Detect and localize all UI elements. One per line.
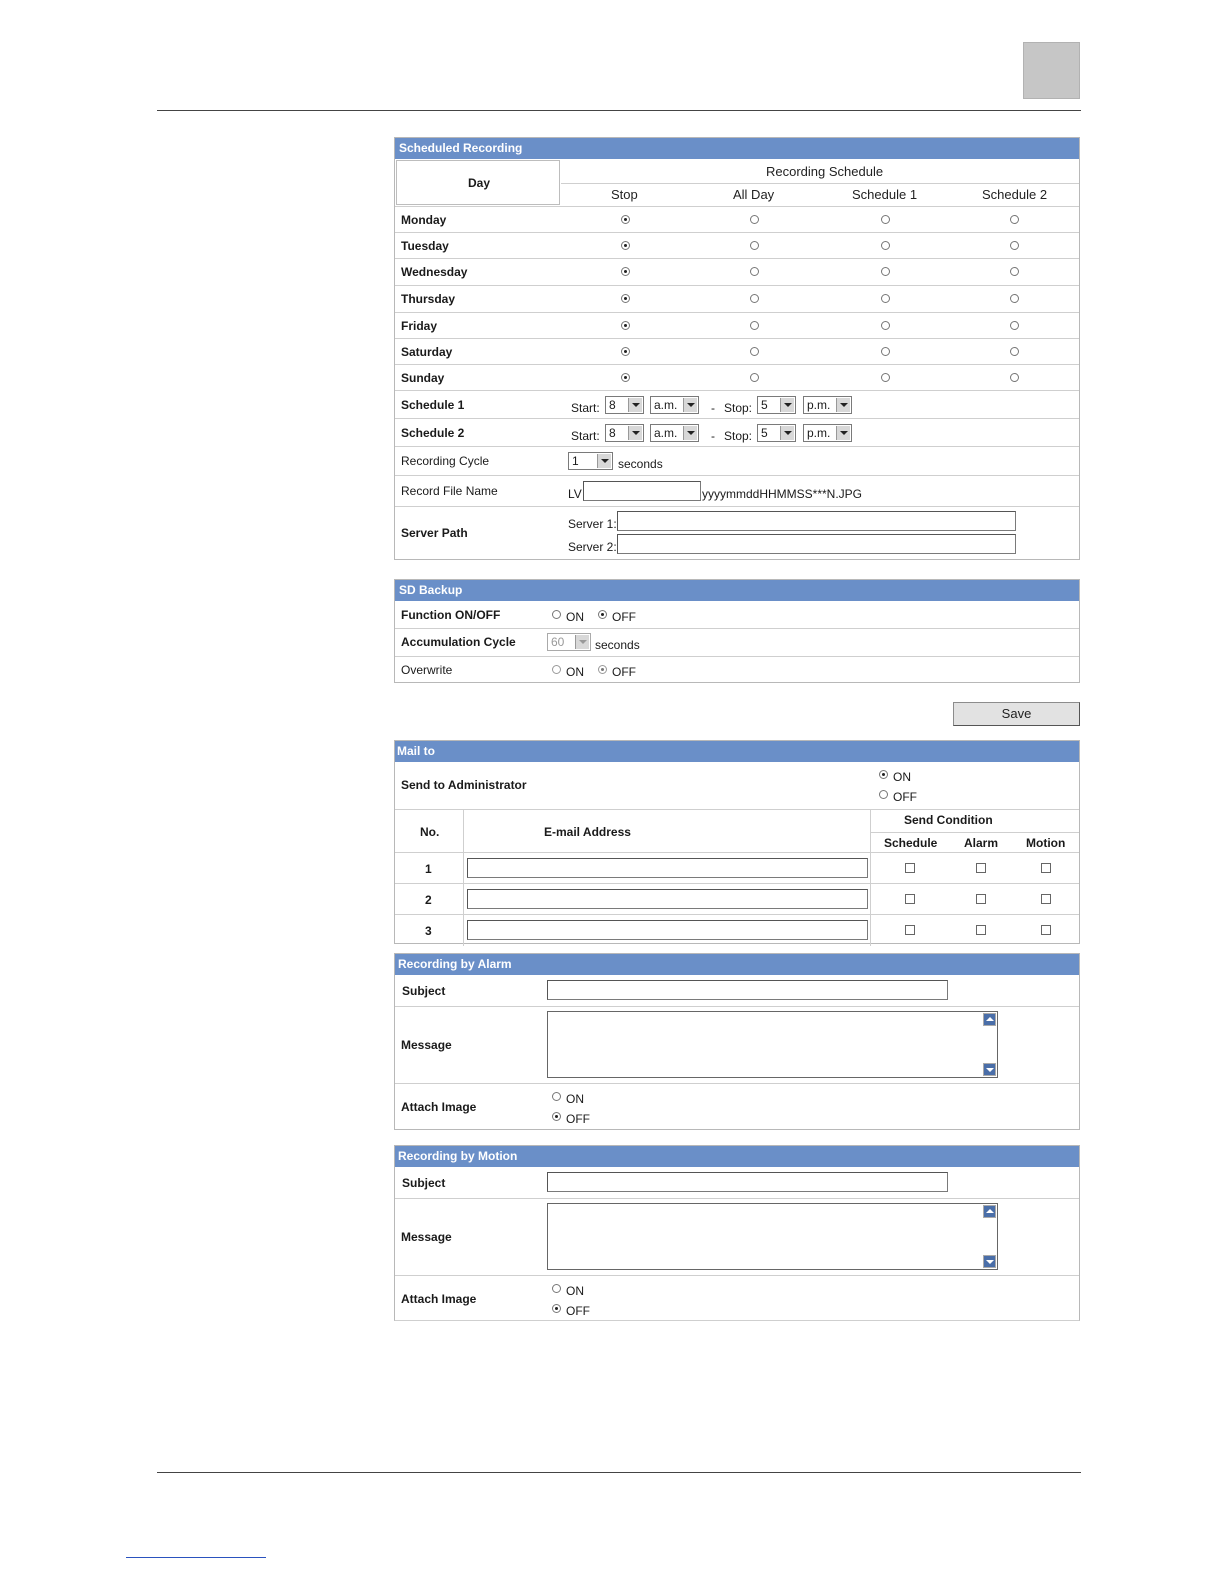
send-condition-motion-checkbox[interactable] xyxy=(1041,863,1051,873)
day-label: Thursday xyxy=(401,292,456,306)
send-condition-schedule-checkbox[interactable] xyxy=(905,925,915,935)
chevron-down-icon xyxy=(597,454,611,468)
schedule-2-row xyxy=(395,418,1079,446)
day-schedule-radio[interactable] xyxy=(621,267,630,276)
send-admin-row xyxy=(395,762,1079,809)
day-schedule-radio[interactable] xyxy=(1010,294,1019,303)
day-schedule-radio[interactable] xyxy=(750,294,759,303)
overwrite-off-label: OFF xyxy=(612,665,636,679)
mail-to-panel xyxy=(394,740,1080,944)
chevron-down-icon xyxy=(683,426,697,440)
alarm-message-textarea[interactable] xyxy=(547,1011,998,1078)
record-file-suffix: yyyymmddHHMMSS***N.JPG xyxy=(702,487,863,501)
day-row xyxy=(395,285,1079,312)
day-row xyxy=(395,338,1079,364)
motion-message-row xyxy=(395,1198,1079,1275)
schedule-1-start-label: Start: xyxy=(571,401,600,415)
day-schedule-radio[interactable] xyxy=(1010,241,1019,250)
day-schedule-radio[interactable] xyxy=(750,347,759,356)
day-schedule-radio[interactable] xyxy=(1010,373,1019,382)
motion-attach-row xyxy=(395,1275,1079,1321)
alarm-attach-off-label: OFF xyxy=(566,1112,590,1126)
send-condition-schedule-checkbox[interactable] xyxy=(905,863,915,873)
day-row xyxy=(395,312,1079,338)
day-schedule-radio[interactable] xyxy=(750,373,759,382)
day-schedule-radio[interactable] xyxy=(621,321,630,330)
record-file-prefix: LV xyxy=(568,487,582,501)
day-schedule-radio[interactable] xyxy=(881,241,890,250)
day-schedule-radio[interactable] xyxy=(1010,267,1019,276)
chevron-down-icon xyxy=(780,398,794,412)
day-label: Tuesday xyxy=(401,239,449,253)
day-label: Friday xyxy=(401,319,438,333)
day-label: Sunday xyxy=(401,371,445,385)
motion-attach-on-label: ON xyxy=(566,1284,584,1298)
recording-by-motion-panel xyxy=(394,1145,1080,1321)
day-schedule-radio[interactable] xyxy=(621,215,630,224)
send-admin-label: Send to Administrator xyxy=(401,778,527,792)
function-on-label: ON xyxy=(566,610,584,624)
schedule-1-stop-label: Stop: xyxy=(724,401,753,415)
schedule-2-label: Schedule 2 xyxy=(401,426,465,440)
send-condition-header: Send Condition xyxy=(904,813,993,827)
mail-row-number: 1 xyxy=(425,862,432,876)
alarm-subject-input[interactable] xyxy=(547,980,948,1000)
sd-backup-panel xyxy=(394,579,1080,683)
chevron-down-icon xyxy=(836,398,850,412)
server-path-row xyxy=(395,506,1079,559)
footer-rule xyxy=(157,1472,1081,1473)
sd-backup-title: SD Backup xyxy=(395,580,1079,601)
day-schedule-radio[interactable] xyxy=(750,267,759,276)
schedule-2-stop-ampm-select[interactable]: p.m. xyxy=(803,424,852,442)
accumulation-select[interactable]: 60 xyxy=(547,633,591,651)
overwrite-on-radio[interactable] xyxy=(552,665,561,674)
send-condition-motion-checkbox[interactable] xyxy=(1041,925,1051,935)
schedule-2-start-hour-select[interactable]: 8 xyxy=(605,424,644,442)
schedule-table-header xyxy=(395,159,1079,206)
footer-link-underline xyxy=(126,1557,266,1558)
send-condition-alarm-checkbox[interactable] xyxy=(976,894,986,904)
overwrite-label: Overwrite xyxy=(401,663,453,677)
record-file-name-input[interactable] xyxy=(583,481,701,501)
server-1-label: Server 1: xyxy=(568,517,617,531)
scroll-down-icon[interactable] xyxy=(983,1255,996,1268)
chevron-down-icon xyxy=(628,398,642,412)
chevron-down-icon xyxy=(836,426,850,440)
overwrite-off-radio[interactable] xyxy=(598,665,607,674)
motion-subject-row xyxy=(395,1167,1079,1198)
motion-attach-label: Attach Image xyxy=(401,1292,477,1306)
alarm-attach-on-label: ON xyxy=(566,1092,584,1106)
chevron-down-icon xyxy=(575,635,589,649)
header-rule xyxy=(157,110,1081,111)
recording-by-alarm-panel xyxy=(394,953,1080,1130)
mail-to-title: Mail to xyxy=(395,741,1079,762)
schedule-1-stop-hour-select[interactable]: 5 xyxy=(757,396,796,414)
schedule-1-row xyxy=(395,390,1079,418)
server-1-input[interactable] xyxy=(617,511,1016,531)
mail-row xyxy=(395,852,1079,883)
day-schedule-radio[interactable] xyxy=(1010,321,1019,330)
mail-row xyxy=(395,914,1079,945)
day-label: Monday xyxy=(401,213,447,227)
day-schedule-radio[interactable] xyxy=(621,294,630,303)
day-label: Wednesday xyxy=(401,265,468,279)
send-admin-off-label: OFF xyxy=(893,790,917,804)
scroll-up-icon[interactable] xyxy=(983,1205,996,1218)
schedule-1-start-hour-select[interactable]: 8 xyxy=(605,396,644,414)
chevron-down-icon xyxy=(628,426,642,440)
day-schedule-radio[interactable] xyxy=(881,215,890,224)
day-schedule-radio[interactable] xyxy=(881,347,890,356)
page-tab-marker xyxy=(1023,42,1080,99)
day-column-header: Day xyxy=(468,176,491,190)
send-admin-on-radio[interactable] xyxy=(879,770,888,779)
motion-attach-off-label: OFF xyxy=(566,1304,590,1318)
day-schedule-radio[interactable] xyxy=(621,347,630,356)
alarm-title: Recording by Alarm xyxy=(395,954,1079,975)
function-off-label: OFF xyxy=(612,610,636,624)
recording-cycle-row xyxy=(395,446,1079,475)
motion-message-textarea[interactable] xyxy=(547,1203,998,1270)
recording-cycle-label: Recording Cycle xyxy=(401,454,490,468)
accumulation-label: Accumulation Cycle xyxy=(401,635,516,649)
server-path-label: Server Path xyxy=(401,526,468,540)
motion-subject-label: Subject xyxy=(402,1176,446,1190)
email-address-input[interactable] xyxy=(467,920,868,940)
recording-cycle-select[interactable]: 1 xyxy=(568,452,613,470)
accumulation-unit: seconds xyxy=(595,638,640,652)
no-header: No. xyxy=(420,825,440,839)
day-schedule-radio[interactable] xyxy=(750,215,759,224)
motion-title: Recording by Motion xyxy=(395,1146,1079,1167)
schedule-1-start-ampm-select[interactable]: a.m. xyxy=(650,396,699,414)
day-row xyxy=(395,364,1079,391)
alarm-attach-row xyxy=(395,1083,1079,1129)
overwrite-row xyxy=(395,656,1079,682)
email-address-input[interactable] xyxy=(467,889,868,909)
schedule-2-start-ampm-select[interactable]: a.m. xyxy=(650,424,699,442)
day-row xyxy=(395,232,1079,258)
day-row xyxy=(395,258,1079,285)
motion-message-label: Message xyxy=(401,1230,452,1244)
send-condition-schedule-checkbox[interactable] xyxy=(905,894,915,904)
mail-row xyxy=(395,883,1079,914)
alarm-subject-row xyxy=(395,975,1079,1006)
server-2-input[interactable] xyxy=(617,534,1016,554)
day-schedule-radio[interactable] xyxy=(750,321,759,330)
day-schedule-radio[interactable] xyxy=(750,241,759,250)
function-row xyxy=(395,601,1079,628)
record-file-name-row xyxy=(395,475,1079,506)
condition-schedule-header: Schedule xyxy=(884,836,938,850)
send-admin-off-radio[interactable] xyxy=(879,790,888,799)
function-label: Function ON/OFF xyxy=(401,608,501,622)
alarm-message-label: Message xyxy=(401,1038,452,1052)
day-schedule-radio[interactable] xyxy=(621,373,630,382)
record-file-name-label: Record File Name xyxy=(401,484,498,498)
condition-motion-header: Motion xyxy=(1026,836,1066,850)
schedule-2-dash: - xyxy=(711,429,715,443)
day-schedule-radio[interactable] xyxy=(1010,347,1019,356)
recording-cycle-unit: seconds xyxy=(618,457,663,471)
schedule-2-start-label: Start: xyxy=(571,429,600,443)
mail-row-number: 2 xyxy=(425,893,432,907)
col-all-day: All Day xyxy=(733,187,775,202)
condition-alarm-header: Alarm xyxy=(964,836,999,850)
day-schedule-radio[interactable] xyxy=(881,373,890,382)
chevron-down-icon xyxy=(780,426,794,440)
day-schedule-radio[interactable] xyxy=(881,321,890,330)
recording-schedule-header: Recording Schedule xyxy=(766,164,884,179)
send-condition-motion-checkbox[interactable] xyxy=(1041,894,1051,904)
send-condition-alarm-checkbox[interactable] xyxy=(976,863,986,873)
col-schedule-2: Schedule 2 xyxy=(982,187,1048,202)
day-schedule-radio[interactable] xyxy=(1010,215,1019,224)
alarm-attach-on-radio[interactable] xyxy=(552,1092,561,1101)
server-2-label: Server 2: xyxy=(568,540,617,554)
schedule-2-stop-label: Stop: xyxy=(724,429,753,443)
day-schedule-radio[interactable] xyxy=(621,241,630,250)
alarm-attach-label: Attach Image xyxy=(401,1100,477,1114)
day-row xyxy=(395,206,1079,232)
email-header: E-mail Address xyxy=(544,825,631,839)
scheduled-recording-panel xyxy=(394,137,1080,560)
accumulation-row xyxy=(395,628,1079,656)
send-condition-alarm-checkbox[interactable] xyxy=(976,925,986,935)
scroll-down-icon[interactable] xyxy=(983,1063,996,1076)
alarm-message-row xyxy=(395,1006,1079,1083)
scroll-up-icon[interactable] xyxy=(983,1013,996,1026)
schedule-2-stop-hour-select[interactable]: 5 xyxy=(757,424,796,442)
day-schedule-radio[interactable] xyxy=(881,267,890,276)
save-button[interactable]: Save xyxy=(953,702,1080,726)
send-admin-on-label: ON xyxy=(893,770,911,784)
motion-attach-off-radio[interactable] xyxy=(552,1304,561,1313)
alarm-attach-off-radio[interactable] xyxy=(552,1112,561,1121)
motion-subject-input[interactable] xyxy=(547,1172,948,1192)
email-address-input[interactable] xyxy=(467,858,868,878)
function-on-radio[interactable] xyxy=(552,610,561,619)
mail-row-number: 3 xyxy=(425,924,432,938)
mail-table-header xyxy=(395,809,1079,853)
overwrite-on-label: ON xyxy=(566,665,584,679)
col-stop: Stop xyxy=(611,187,638,202)
alarm-subject-label: Subject xyxy=(402,984,446,998)
col-schedule-1: Schedule 1 xyxy=(852,187,918,202)
schedule-1-stop-ampm-select[interactable]: p.m. xyxy=(803,396,852,414)
chevron-down-icon xyxy=(683,398,697,412)
schedule-1-label: Schedule 1 xyxy=(401,398,465,412)
day-label: Saturday xyxy=(401,345,453,359)
function-off-radio[interactable] xyxy=(598,610,607,619)
schedule-1-dash: - xyxy=(711,401,715,415)
scheduled-recording-title: Scheduled Recording xyxy=(395,138,1079,159)
day-schedule-radio[interactable] xyxy=(881,294,890,303)
motion-attach-on-radio[interactable] xyxy=(552,1284,561,1293)
